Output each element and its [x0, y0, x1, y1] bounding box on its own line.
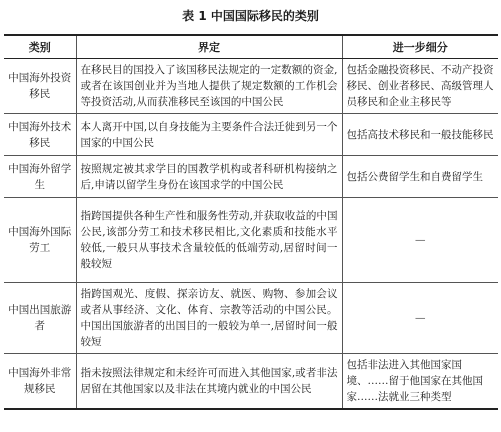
row-subdivision: —	[342, 283, 498, 354]
table-row	[4, 114, 498, 156]
row-subdivision: 包括非法进入其他国家国境、……留于他国家在其他国家……法就业三种类型	[342, 354, 498, 410]
row-category: 中国出国旅游者	[4, 283, 76, 354]
row-definition: 指未按照法律规定和未经许可而进入其他国家,或者非法居留在其他国家以及非法在其境内就业的中国公民	[76, 354, 342, 410]
table-row	[4, 354, 498, 410]
row-definition: 在移民目的国投入了该国移民法规定的一定数额的资金,或者在该国创业并为当地人提供了规定数额的工作机会等投资活动,从而获准移民至该国的中国公民	[76, 59, 342, 114]
row-subdivision: 包括高技术移民和一般技能移民	[342, 114, 498, 156]
row-subdivision: 包括公费留学生和自费留学生	[342, 156, 498, 198]
migrant-category-table	[4, 34, 498, 410]
row-category: 中国海外非常规移民	[4, 354, 76, 410]
table-row	[4, 198, 498, 283]
row-definition: 指跨国观光、度假、探亲访友、就医、购物、参加会议或者从事经济、文化、体育、宗教等活动的中国公民。中国出国旅游者的出国目的一般较为单一,居留时间一般较短	[76, 283, 342, 354]
table-row	[4, 156, 498, 198]
row-category: 中国海外技术移民	[4, 114, 76, 156]
row-subdivision: —	[342, 198, 498, 283]
row-category: 中国海外投资移民	[4, 59, 76, 114]
row-definition: 指跨国提供各种生产性和服务性劳动,并获取收益的中国公民,该部分劳工和技术移民相比,文化素质和技能水平较低,一般只从事技术含量较低的低端劳动,居留时间一般较短	[76, 198, 342, 283]
header-category: 类别	[4, 35, 76, 59]
table-row	[4, 283, 498, 354]
table-title: 表 1 中国国际移民的类别	[182, 9, 319, 23]
header-definition: 界定	[76, 35, 342, 59]
row-category: 中国海外留学生	[4, 156, 76, 198]
header-subdivision: 进一步细分	[342, 35, 498, 59]
row-definition: 按照规定被其求学目的国教学机构或者科研机构接纳之后,申请以留学生身份在该国求学的中国公民	[76, 156, 342, 198]
table-row	[4, 59, 498, 114]
row-definition: 本人离开中国,以自身技能为主要条件合法迁徙到另一个国家的中国公民	[76, 114, 342, 156]
row-subdivision: 包括金融投资移民、不动产投资移民、创业者移民、高级管理人员移民和企业主移民等	[342, 59, 498, 114]
row-category: 中国海外国际劳工	[4, 198, 76, 283]
header-row	[4, 35, 498, 59]
